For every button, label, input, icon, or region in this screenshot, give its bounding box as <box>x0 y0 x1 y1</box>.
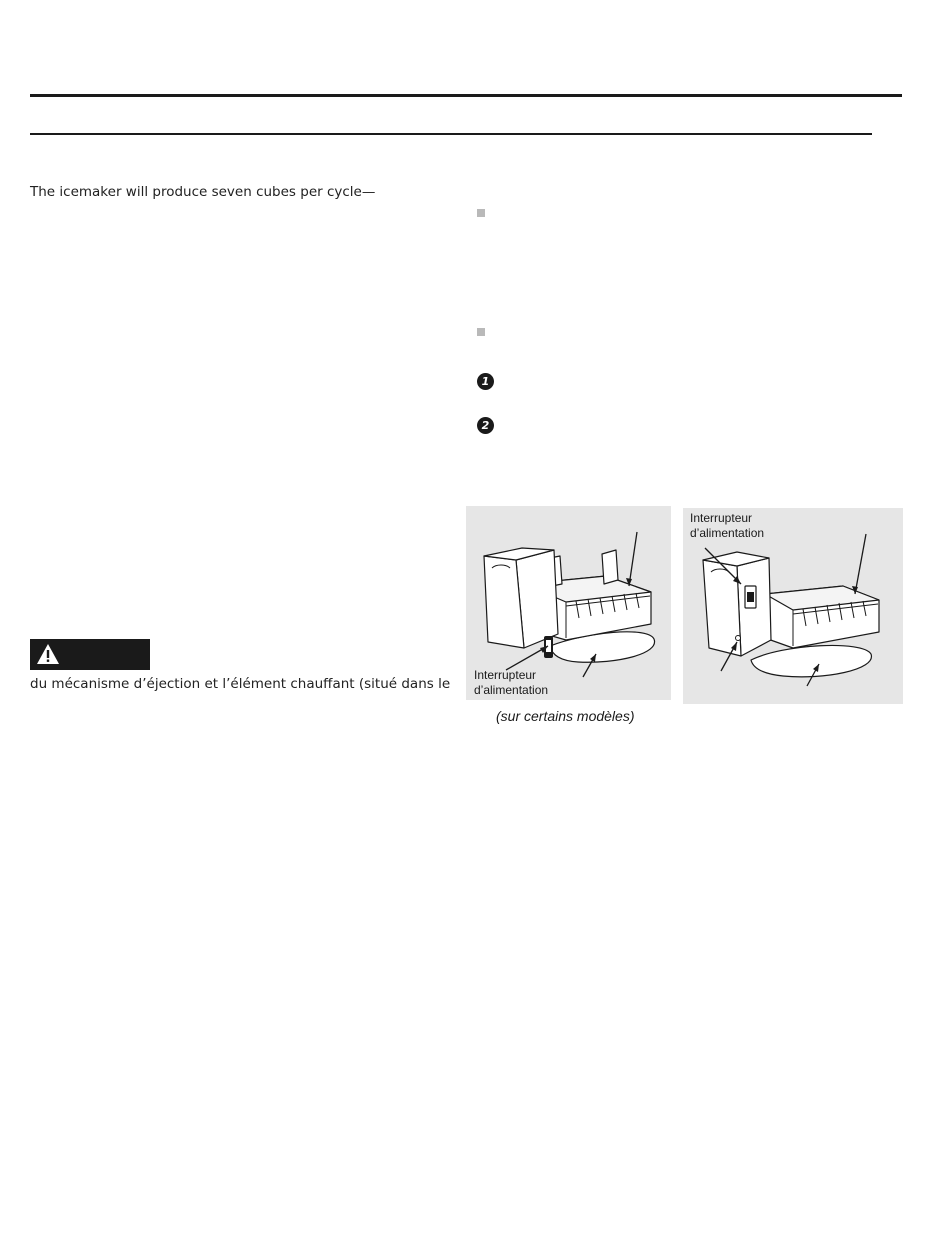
icemaker-figure-2 <box>683 508 903 704</box>
header-rule-thick <box>30 94 902 97</box>
step-2-icon: 2 <box>477 417 494 434</box>
power-switch-label-line2: d’alimentation <box>474 683 549 697</box>
power-switch-label-line2: d’alimentation <box>690 526 765 540</box>
header-rule-thin <box>30 133 872 135</box>
step-1-icon: 1 <box>477 373 494 390</box>
square-bullet-icon <box>477 328 485 336</box>
square-bullet-icon <box>477 209 485 217</box>
intro-text: The icemaker will produce seven cubes per cycle— <box>30 184 376 200</box>
power-switch-label-line1: Interrupteur <box>474 668 537 682</box>
icemaker-figure-1 <box>466 506 671 700</box>
warning-fragment-text: du mécanisme d’éjection et l’élément chauffant (situé dans le <box>30 676 451 692</box>
warning-badge <box>30 639 150 670</box>
figure-caption: (sur certains modèles) <box>496 708 635 724</box>
warning-triangle-icon <box>36 643 60 665</box>
power-switch-label-line1: Interrupteur <box>690 511 753 525</box>
